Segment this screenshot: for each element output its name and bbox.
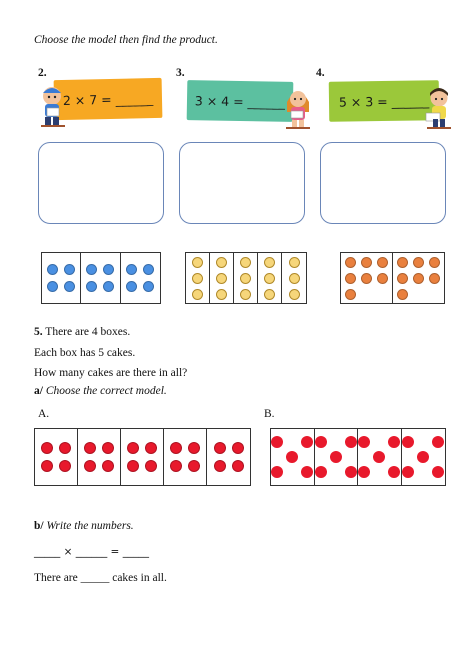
dot (388, 466, 400, 478)
dot (214, 442, 226, 454)
dot (289, 257, 300, 268)
problem-5-number: 5. (34, 326, 43, 338)
dot (264, 273, 275, 284)
dot (388, 436, 400, 448)
dot (127, 460, 139, 472)
dot (240, 257, 251, 268)
dot (289, 289, 300, 300)
dot (86, 264, 97, 275)
girl-reading-icon (283, 86, 313, 132)
answer-box-2[interactable] (38, 142, 164, 224)
dot (192, 273, 203, 284)
part-b-instruction (34, 520, 134, 532)
option-b-label: B. (264, 408, 275, 420)
question-2-banner (54, 78, 163, 120)
dot (192, 289, 203, 300)
instruction: Choose the model then find the product. (34, 34, 218, 46)
dot (59, 442, 71, 454)
dot (377, 257, 388, 268)
dot (358, 436, 370, 448)
model-option-b[interactable] (270, 428, 446, 486)
dot (240, 289, 251, 300)
dot (345, 436, 357, 448)
model-group (35, 429, 78, 485)
model-group (282, 253, 306, 303)
model-group (210, 253, 234, 303)
model-group (402, 429, 446, 485)
dot (432, 436, 444, 448)
dot (214, 460, 226, 472)
dot-spacer (330, 436, 342, 448)
question-4-equation: 5 × 3 = ______ (338, 92, 430, 110)
model-group (121, 253, 160, 303)
dot (301, 466, 313, 478)
dot-spacer (286, 436, 298, 448)
dot (271, 436, 283, 448)
dot (126, 281, 137, 292)
dot-spacer (301, 451, 313, 463)
dot-spacer (373, 466, 385, 478)
dot (216, 257, 227, 268)
dot (429, 273, 440, 284)
model-group (358, 429, 402, 485)
dot (402, 436, 414, 448)
dot (102, 442, 114, 454)
dot-spacer (417, 466, 429, 478)
dot (345, 273, 356, 284)
answer-box-3[interactable] (179, 142, 305, 224)
model-group (121, 429, 164, 485)
dot (361, 257, 372, 268)
model-option-1[interactable] (41, 252, 161, 304)
dot (47, 264, 58, 275)
dot (289, 273, 300, 284)
model-group (234, 253, 258, 303)
part-b-label: b/ (34, 520, 44, 532)
dot (345, 466, 357, 478)
model-option-a[interactable] (34, 428, 251, 486)
model-group (271, 429, 315, 485)
dot (413, 273, 424, 284)
dot-spacer (417, 436, 429, 448)
dot (103, 281, 114, 292)
dot (358, 466, 370, 478)
part-b-text: Write the numbers. (43, 520, 134, 532)
dot (417, 451, 429, 463)
model-option-2[interactable] (185, 252, 307, 304)
dot (216, 273, 227, 284)
dot (429, 257, 440, 268)
dot (232, 460, 244, 472)
problem-5-boxes: There are 4 boxes. (42, 326, 131, 338)
dot (64, 281, 75, 292)
question-2-equation: 2 × 7 = ______ (62, 90, 154, 108)
question-3-banner (187, 80, 294, 122)
answer-sentence[interactable]: There are _____ cakes in all. (34, 572, 167, 584)
model-group (258, 253, 282, 303)
answer-box-4[interactable] (320, 142, 446, 224)
dot (47, 281, 58, 292)
dot-spacer (286, 466, 298, 478)
problem-5-question: How many cakes are there in all? (34, 367, 188, 379)
dot (397, 289, 408, 300)
question-3-equation: 3 × 4 = ______ (194, 92, 286, 110)
dot (127, 442, 139, 454)
problem-5-line-2: Each box has 5 cakes. (34, 347, 136, 359)
problem-5-line-1 (34, 326, 130, 338)
dot (188, 460, 200, 472)
dot (188, 442, 200, 454)
dot (377, 273, 388, 284)
model-group (393, 253, 445, 303)
model-group (186, 253, 210, 303)
dot (59, 460, 71, 472)
dot (315, 436, 327, 448)
dot (413, 257, 424, 268)
dot (192, 257, 203, 268)
dot-spacer (402, 451, 414, 463)
dot (41, 442, 53, 454)
dot (373, 451, 385, 463)
question-3-number: 3. (176, 67, 185, 79)
dot (86, 281, 97, 292)
dot (271, 466, 283, 478)
dot (432, 466, 444, 478)
dot-spacer (330, 466, 342, 478)
boy-writing-icon (424, 86, 454, 132)
question-4-number: 4. (316, 67, 325, 79)
dot-spacer (388, 451, 400, 463)
dot (126, 264, 137, 275)
model-group (207, 429, 250, 485)
dot (84, 460, 96, 472)
dot (301, 436, 313, 448)
dot (216, 289, 227, 300)
dot (170, 460, 182, 472)
dot (102, 460, 114, 472)
boy-reading-icon (38, 84, 68, 130)
dot (232, 442, 244, 454)
dot (143, 281, 154, 292)
dot (64, 264, 75, 275)
part-a-text: Choose the correct model. (42, 385, 167, 397)
dot (361, 273, 372, 284)
option-a-label: A. (38, 408, 50, 420)
dot (397, 257, 408, 268)
dot (315, 466, 327, 478)
dot (264, 257, 275, 268)
dot (345, 257, 356, 268)
dot-spacer (432, 451, 444, 463)
model-group (164, 429, 207, 485)
dot-spacer (373, 436, 385, 448)
part-a-instruction (34, 385, 167, 397)
dot-spacer (315, 451, 327, 463)
dot (264, 289, 275, 300)
dot (170, 442, 182, 454)
question-4-banner (329, 80, 440, 122)
dot-spacer (271, 451, 283, 463)
dot-spacer (358, 451, 370, 463)
question-2-number: 2. (38, 67, 47, 79)
dot (41, 460, 53, 472)
model-group (315, 429, 359, 485)
dot (345, 289, 356, 300)
part-a-label: a/ (34, 385, 43, 397)
dot-spacer (345, 451, 357, 463)
equation-blank[interactable]: _____ × ______ = _____ (34, 546, 149, 558)
model-option-3[interactable] (340, 252, 445, 304)
dot (402, 466, 414, 478)
dot (145, 442, 157, 454)
model-group (341, 253, 393, 303)
dot (330, 451, 342, 463)
model-group (78, 429, 121, 485)
dot (397, 273, 408, 284)
dot (84, 442, 96, 454)
model-group (81, 253, 120, 303)
model-group (42, 253, 81, 303)
dot (143, 264, 154, 275)
dot (145, 460, 157, 472)
dot (103, 264, 114, 275)
dot (286, 451, 298, 463)
dot (240, 273, 251, 284)
